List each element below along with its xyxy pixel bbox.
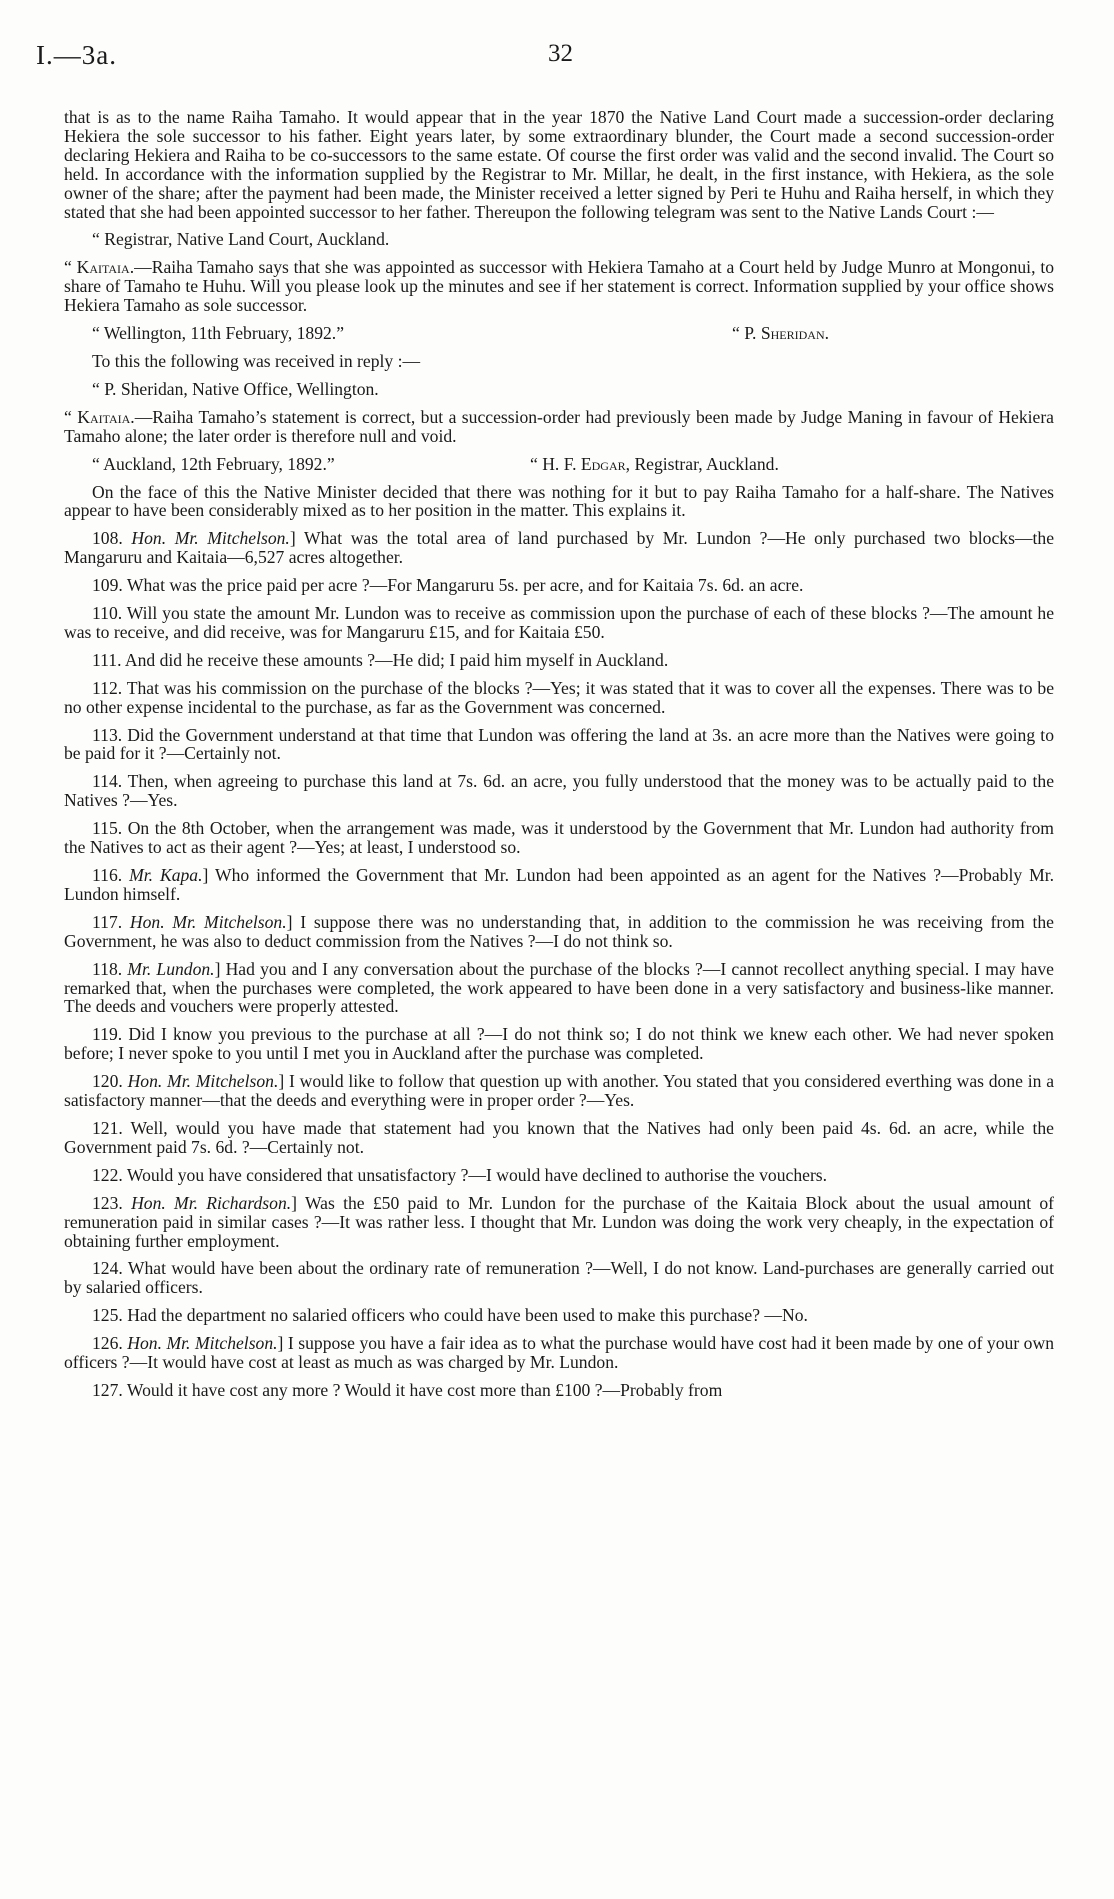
question-number: 111. <box>92 649 125 670</box>
question-text: ] Had you and I any conversation about the purchase of the blocks ?—I cannot recollect anything special. I may have remarked that, when the purchases were completed, the work appeared to have been done in a very satisfactory and business-like manner. The deeds and vouchers were properly attested. <box>64 958 1054 1017</box>
reply-paragraph <box>64 408 1054 446</box>
question-number: 122. <box>92 1164 127 1185</box>
question-list <box>64 529 1054 1400</box>
question-item <box>64 576 1054 595</box>
question-text: And did he receive these amounts ?—He did; I paid him myself in Auckland. <box>124 649 669 670</box>
question-number: 110. <box>92 603 127 624</box>
question-number: 113. <box>92 724 128 745</box>
question-text: Would you have considered that unsatisfactory ?—I would have declined to authorise the vouchers. <box>126 1164 828 1185</box>
question-item <box>64 866 1054 904</box>
reply-dateline <box>64 455 1054 474</box>
question-number: 126. <box>92 1333 128 1354</box>
telegram-place: “ Kaitaia. <box>64 257 135 278</box>
question-text: ] I suppose there was no understanding that, in addition to the commission he was receiving from the Government, he was also to deduct commission from the Natives ?—I do not think so. <box>64 911 1054 951</box>
question-item <box>64 1119 1054 1157</box>
question-number: 114. <box>92 771 128 792</box>
reply-intro: To this the following was received in reply :— <box>92 350 421 371</box>
speaker-name: Mr. Kapa. <box>129 865 203 885</box>
question-item <box>64 1072 1054 1110</box>
question-number: 108. <box>92 528 132 549</box>
question-text: Had the department no salaried officers who could have been used to make this purchase? —No. <box>127 1305 808 1326</box>
question-text: What was the price paid per acre ?—For Mangaruru 5s. per acre, and for Kaitaia 7s. 6d. an acre. <box>126 575 804 596</box>
question-item <box>64 819 1054 857</box>
question-number: 125. <box>92 1305 128 1326</box>
reply-signature: “ H. F. Edgar, Registrar, Auckland. <box>530 453 779 474</box>
reply-date: “ Auckland, 12th February, 1892.” <box>92 453 335 474</box>
question-number: 120. <box>92 1071 128 1092</box>
page-number: 32 <box>548 40 573 67</box>
telegram-signature: “ P. Sheridan. <box>732 323 830 344</box>
speaker-name: Hon. Mr. Mitchelson. <box>127 1333 278 1354</box>
question-item <box>64 604 1054 642</box>
question-text: What would have been about the ordinary rate of remuneration ?—Well, I do not know. Land-purchases are generally carried out by salaried officers. <box>64 1258 1054 1298</box>
question-number: 118. <box>92 958 128 979</box>
telegram-dateline <box>64 324 1054 343</box>
question-number: 117. <box>92 911 130 932</box>
question-text: That was his commission on the purchase of the blocks ?—Yes; it was stated that it was to cover all the expenses. There was to be no other expense incidental to the purchase, as far as the Government was concerned. <box>64 677 1055 717</box>
question-text: Did the Government understand at that time that Lundon was offering the land at 3s. an acre more than the Natives were going to be paid for it ?—Certainly not. <box>64 724 1054 764</box>
question-item <box>64 1334 1054 1372</box>
question-item <box>64 960 1054 1017</box>
telegram-date: “ Wellington, 11th February, 1892.” <box>92 323 345 344</box>
question-text: Well, would you have made that statement had you known that the Natives had only been paid 4s. 6d. an acre, while the Government paid 7s. 6d. ?—Certainly not. <box>64 1117 1054 1157</box>
telegram-address: “ Registrar, Native Land Court, Auckland. <box>92 229 390 250</box>
reply-place: “ Kaitaia. <box>64 406 135 427</box>
question-text: ] Was the £50 paid to Mr. Lundon for the purchase of the Kaitaia Block about the usual amount of remuneration paid in similar cases ?—It was rather less. I thought that Mr. Lundon was doing the work very cheaply, in the expectation of obtaining further employment. <box>64 1192 1055 1251</box>
question-number: 112. <box>92 677 127 698</box>
reply-body: —Raiha Tamaho’s statement is correct, but a succession-order had previously been made by Judge Maning in favour of Hekiera Tamaho alone; the later order is therefore null and void. <box>64 406 1054 446</box>
question-number: 109. <box>92 575 127 596</box>
question-item <box>64 1259 1054 1297</box>
question-item <box>64 1306 1054 1325</box>
question-text: Did I know you previous to the purchase at all ?—I do not think so; I do not think we knew each other. We had never spoken before; I never spoke to you until I met you in Auckland after the purchase was completed. <box>64 1024 1054 1064</box>
question-item <box>64 913 1054 951</box>
question-item <box>64 529 1054 567</box>
question-number: 115. <box>92 818 128 839</box>
question-number: 121. <box>92 1117 131 1138</box>
speaker-name: Hon. Mr. Mitchelson. <box>131 528 290 549</box>
question-number: 116. <box>92 865 130 885</box>
telegram-paragraph <box>64 258 1054 315</box>
question-number: 127. <box>92 1379 127 1400</box>
page-header <box>36 40 1078 80</box>
question-text: ] I suppose you have a fair idea as to what the purchase would have cost had it been made by one of your own officers ?—It would have cost at least as much as was charged by Mr. Lundon. <box>64 1333 1054 1373</box>
speaker-name: Hon. Mr. Mitchelson. <box>129 911 287 932</box>
page-body <box>64 108 1054 1409</box>
question-item <box>64 651 1054 670</box>
question-number: 123. <box>92 1192 132 1213</box>
question-text: Would it have cost any more ? Would it have cost more than £100 ?—Probably from <box>126 1379 723 1400</box>
conclusion-paragraph: On the face of this the Native Minister decided that there was nothing for it but to pay Raiha Tamaho for a half-share. The Natives appear to have been considerably mixed as to her position in the matter. This explains it. <box>64 481 1054 521</box>
question-text: ] What was the total area of land purchased by Mr. Lundon ?—He only purchased two blocks—the Mangaruru and Kaitaia—6,527 acres altogether. <box>64 528 1054 568</box>
question-item <box>64 679 1054 717</box>
speaker-name: Hon. Mr. Richardson. <box>131 1192 292 1213</box>
speaker-name: Hon. Mr. Mitchelson. <box>127 1071 279 1092</box>
intro-paragraph: that is as to the name Raiha Tamaho. It would appear that in the year 1870 the Native Land Court made a succession-order declaring Hekiera the sole successor to his father. Eight years later, by some extraordinary blunder, the Court made a second succession-order declaring Hekiera and Raiha to be co-successors to the same estate. Of course the first order was valid and the second invalid. The Court so held. In accordance with the information supplied by the Registrar to Mr. Millar, he dealt, in the first instance, with Hekiera, as the sole owner of the share; after the payment had been made, the Minister received a letter signed by Peri te Huhu and Raiha herself, in which they stated that she had been appointed successor to her father. Thereupon the following telegram was sent to the Native Lands Court :— <box>64 107 1054 222</box>
question-text: ] I would like to follow that question up with another. You stated that you considered everthing was done in a satisfactory manner—that the deeds and everything were in proper order ?—Yes. <box>64 1071 1055 1111</box>
question-text: Will you state the amount Mr. Lundon was to receive as commission upon the purchase of each of these blocks ?—The amount he was to receive, and did receive, was for Mangaruru £15, and for Kaitaia £50. <box>64 603 1054 642</box>
question-item <box>64 1166 1054 1185</box>
document-reference: I.—3a. <box>36 40 117 70</box>
reply-address: “ P. Sheridan, Native Office, Wellington. <box>92 378 379 399</box>
question-text: Then, when agreeing to purchase this land at 7s. 6d. an acre, you fully understood that the money was to be actually paid to the Natives ?—Yes. <box>64 771 1054 811</box>
question-item <box>64 726 1054 764</box>
question-text: ] Who informed the Government that Mr. Lundon had been appointed as an agent for the Natives ?—Probably Mr. Lundon himself. <box>64 865 1054 904</box>
question-text: On the 8th October, when the arrangement was made, was it understood by the Government that Mr. Lundon had authority from the Natives to act as their agent ?—Yes; at least, I understood so. <box>64 818 1054 858</box>
question-number: 119. <box>92 1024 129 1045</box>
speaker-name: Mr. Lundon. <box>127 958 215 979</box>
question-number: 124. <box>92 1258 128 1279</box>
question-item <box>64 1194 1054 1251</box>
telegram-body: —Raiha Tamaho says that she was appointed as successor with Hekiera Tamaho at a Court held by Judge Munro at Mongonui, to share of Tamaho te Huhu. Will you please look up the minutes and see if her statement is correct. Information supplied by your office shows Hekiera Tamaho as sole successor. <box>64 257 1054 316</box>
question-item <box>64 1381 1054 1400</box>
question-item <box>64 772 1054 810</box>
question-item <box>64 1025 1054 1063</box>
